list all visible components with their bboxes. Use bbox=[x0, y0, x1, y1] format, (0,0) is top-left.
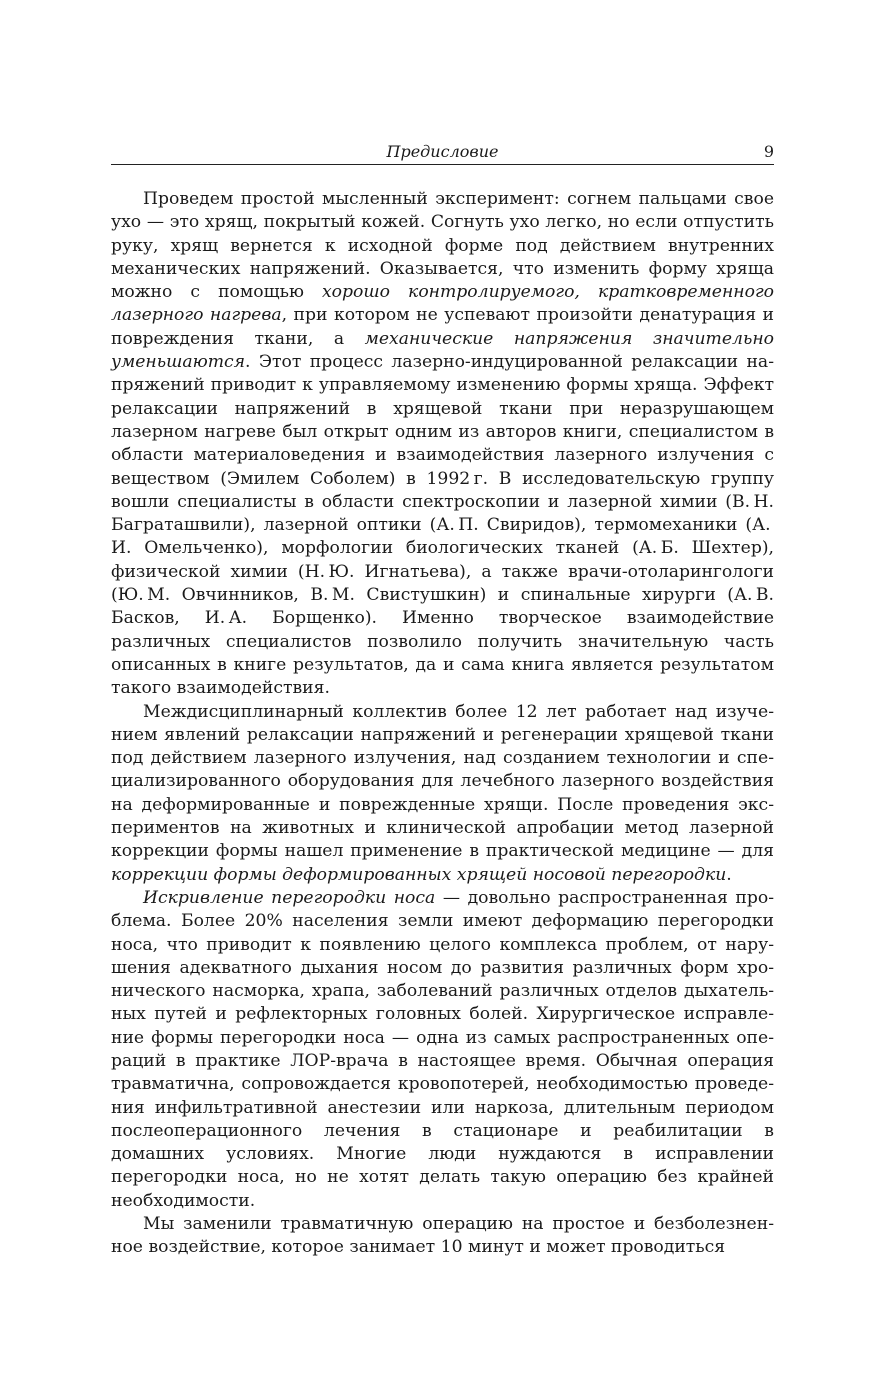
paragraph-1 bbox=[111, 188, 774, 701]
book-page bbox=[111, 140, 774, 1260]
running-head bbox=[111, 140, 774, 165]
paragraph-3 bbox=[111, 887, 774, 1213]
paragraph-1-segment-1: Проведем простой мысленный эксперимент: согнем пальцами свое ухо — это хрящ, покрытый кожей. Согнуть ухо легко, но если отпустить руку, хрящ вернется к исходной форме под действием внутренних механических напряжений. Оказывается, что изменить форму хряща можно с помощью bbox=[111, 189, 774, 303]
paragraph-1-segment-4: механические напряжения значительно уменьшаются bbox=[111, 328, 775, 373]
paragraph-4 bbox=[111, 1213, 774, 1260]
body-text bbox=[111, 188, 774, 1260]
paragraph-2-segment-2: коррекции формы деформированных хрящей носовой перегородки bbox=[111, 864, 727, 885]
page-number: 9 bbox=[763, 142, 774, 161]
paragraph-2-segment-3: . bbox=[726, 864, 732, 885]
paragraph-4-segment-1: Мы заменили травматичную операцию на простое и безболезненное воздействие, которое занимает 10 минут и может проводиться bbox=[111, 1214, 774, 1258]
paragraph-3-segment-2: — довольно распространенная проблема. Более 20% населения земли имеют деформацию перегородки носа, что приводит к появлению целого комплекса проблем, от нарушения адекватного дыхания носом до развития различных форм хронического насморка, храпа, заболеваний различных отделов дыхательных путей и рефлекторных головных болей. Хирургическое исправление формы перегородки носа — одна из самых распространенных операций в практике ЛОР-врача в настоящее время. Обычная операция травматична, сопровождается кровопотерей, необходимостью проведения инфильтративной анестезии или наркоза, длительным периодом послеоперационного лечения в стационаре и реабилитации в домашних условиях. Многие люди нуждаются в исправлении перегородки носа, но не хотят делать такую операцию без крайней необходимости. bbox=[111, 887, 774, 1211]
paragraph-2-segment-1: Междисциплинарный коллектив более 12 лет работает над изучением явлений релаксации напряжений и регенерации хрящевой ткани под действием лазерного излучения, над созданием технологии и специализированного оборудования для лечебного лазерного воздействия на деформированные и поврежденные хрящи. После проведения экспериментов на животных и клинической апробации метод лазерной коррекции формы нашел применение в практической медицине — для bbox=[111, 701, 774, 862]
paragraph-3-segment-1: Искривление перегородки носа bbox=[143, 887, 436, 908]
running-title: Предисловие bbox=[386, 142, 499, 161]
paragraph-1-segment-5: . Этот процесс лазерно-индуцированной релаксации напряжений приводит к управляемому изменению формы хряща. Эффект релаксации напряжений в хрящевой ткани при неразрушающем лазерном нагреве был открыт одним из авторов книги, специалистом в области материаловедения и взаимодействия лазерного излучения с веществом (Эмилем Соболем) в 1992 г. В исследовательскую группу вошли специалисты в области спектроскопии и лазерной химии (В. Н. Баграташвили), лазерной оптики (А. П. Свиридов), термомеханики (А. И. Омельченко), морфологии биологических тканей (А. Б. Шехтер), физической химии (Н. Ю. Игнатьева), а также врачи-отоларингологи (Ю. М. Овчинников, В. М. Свистушкин) и спинальные хирурги (А. В. Басков, И. А. Борщенко). Именно творческое взаимодействие различных специалистов позволило получить значительную часть описанных в книге результатов, да и сама книга является результатом такого взаимодействия. bbox=[111, 352, 774, 699]
paragraph-1-segment-2: хорошо контролируемого, кратковременного лазерного нагрева bbox=[111, 282, 774, 326]
paragraph-1-segment-3: , при котором не успевают произойти денатурация и повреждения ткани, а bbox=[111, 305, 774, 349]
paragraph-2 bbox=[111, 701, 774, 887]
